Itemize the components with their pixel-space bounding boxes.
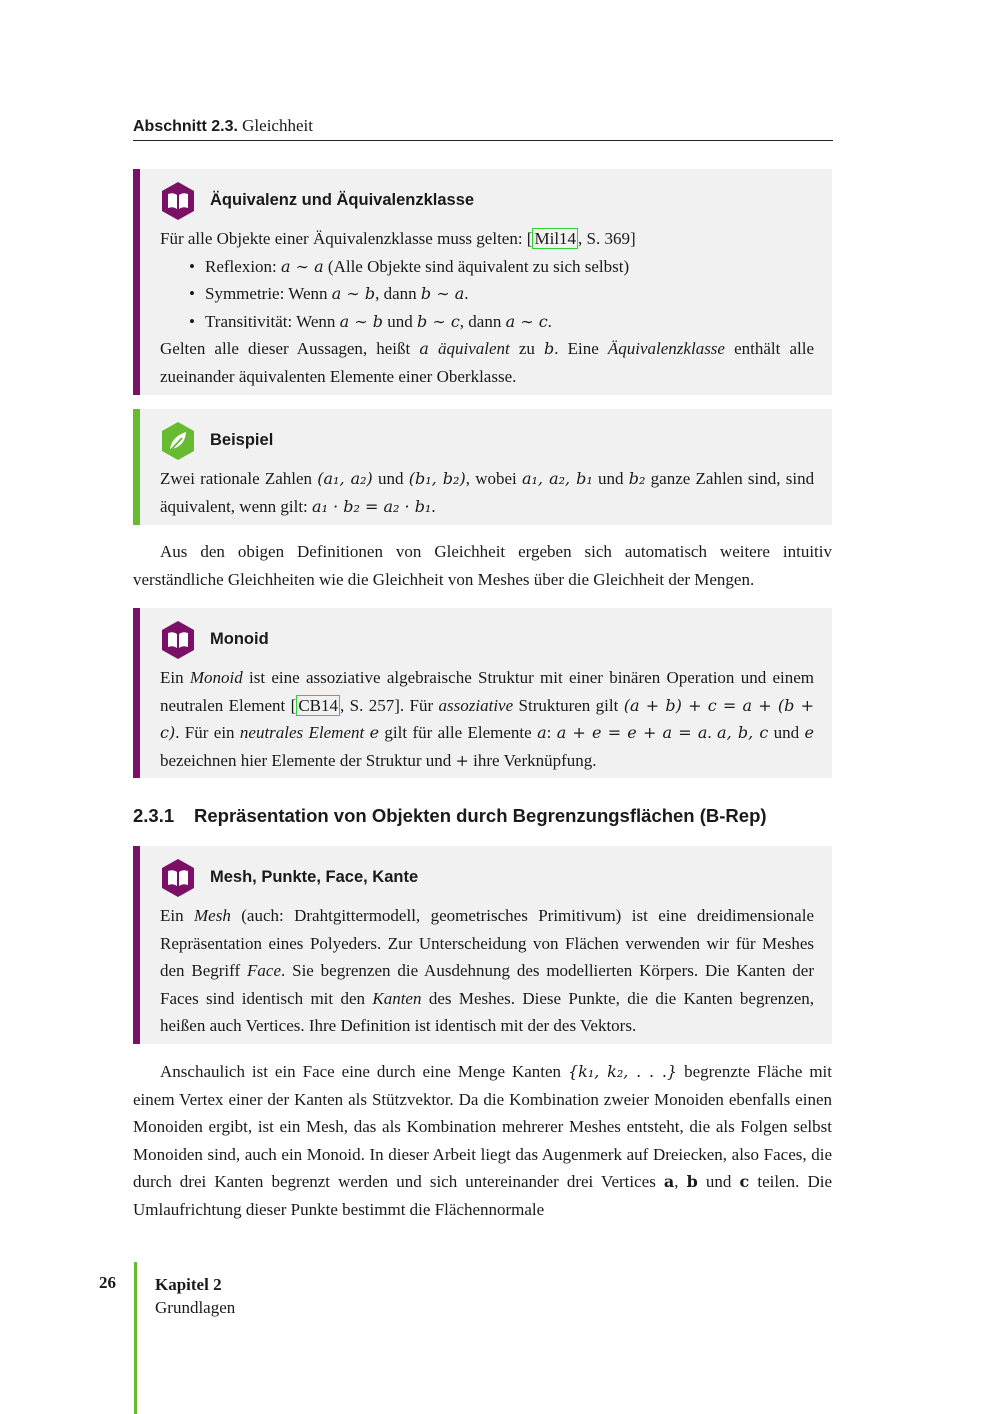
book-icon bbox=[160, 620, 196, 660]
page-number: 26 bbox=[99, 1273, 116, 1292]
body-paragraph: Anschaulich ist ein Face eine durch eine Menge Kanten {k₁, k₂, . . .} begrenzte Fläche mit einem Vertex einer der Kanten als Stützvektor. Da die Kombination zweier Monoiden ebenfalls einen Monoiden ergibt, ist ein Mesh, das als Kombination mehrerer Meshes entsteht, die als Folgen selbst Monoiden sind, auch ein Monoid. In dieser Arbeit liegt das Augenmerk auf Dreiecken, also Faces, die durch drei Kanten begrenzt werden und sich untereinander drei Vertices a, b und c teilen. Die Umlaufrichtung dieser Punkte bestimmt die Flächennormale bbox=[133, 1062, 832, 1219]
example-box-beispiel bbox=[133, 409, 832, 525]
section-title: Repräsentation von Objekten durch Begrenzungsflächen (B-Rep) bbox=[194, 805, 767, 826]
footer-chapter bbox=[155, 1273, 235, 1319]
book-icon bbox=[160, 181, 196, 221]
definition-bar bbox=[133, 169, 140, 395]
body-paragraph: Aus den obigen Definitionen von Gleichheit ergeben sich automatisch weitere intuitiv verständliche Gleichheiten wie die Gleichheit von Meshes über die Gleichheit der Mengen. bbox=[133, 542, 832, 589]
footer-chapter-label: Kapitel 2 bbox=[155, 1275, 222, 1294]
example-title bbox=[160, 419, 814, 463]
citation-link[interactable]: Mil14 bbox=[534, 229, 577, 248]
citation-link[interactable]: CB14 bbox=[298, 695, 339, 715]
list-item: • Reflexion: a ∼ a (Alle Objekte sind äquivalent zu sich selbst) bbox=[160, 253, 814, 281]
book-icon bbox=[160, 858, 196, 898]
list-item: • Transitivität: Wenn a ∼ b und b ∼ c, dann a ∼ c. bbox=[160, 308, 814, 336]
example-bar bbox=[133, 409, 140, 525]
header-section-title: Gleichheit bbox=[242, 116, 313, 135]
definition-title bbox=[160, 856, 814, 900]
definition-box-mesh bbox=[133, 846, 832, 1044]
definition-bar bbox=[133, 608, 140, 778]
leaf-icon bbox=[160, 421, 196, 461]
example-text: Zwei rationale Zahlen (a₁, a₂) und (b₁, b₂), wobei a₁, a₂, b₁ und b₂ ganze Zahlen sind, sind äquivalent, wenn gilt: a₁ · b₂ = a₂ · b₁. bbox=[160, 469, 815, 516]
definition-text: Ein Monoid ist eine assoziative algebraische Struktur mit einer binären Operation und einem neutralen Element [ CB14 , S. 257]. Für assoziative Strukturen gilt (a + b) + c = a + (b + c). Für ein neutrales Element e gilt für alle Elemente a: a + e = e + a = a. a, b, c und e bezeichnen hier Elemente der Struktur und + ihre Verknüpfung. bbox=[160, 668, 815, 770]
example-title-text: Beispiel bbox=[210, 431, 274, 450]
definition-closing: Gelten alle dieser Aussagen, heißt a äquivalent zu b. Eine Äquivalenzklasse enthält alle zueinander äquivalenten Elemente einer Oberklasse. bbox=[160, 339, 814, 386]
definition-box-monoid bbox=[133, 608, 832, 778]
definition-title-text: Äquivalenz und Äquivalenzklasse bbox=[210, 191, 475, 210]
footer-rule bbox=[134, 1262, 137, 1414]
list-item: • Symmetrie: Wenn a ∼ b, dann b ∼ a. bbox=[160, 280, 814, 308]
definition-title-text: Mesh, Punkte, Face, Kante bbox=[210, 868, 419, 887]
definition-intro: Für alle Objekte einer Äquivalenzklasse muss gelten: [ Mil14 , S. 369] bbox=[160, 229, 636, 248]
footer-chapter-title: Grundlagen bbox=[155, 1298, 236, 1317]
definition-title bbox=[160, 179, 814, 223]
header-section-label: Abschnitt 2.3. bbox=[133, 118, 238, 135]
section-heading bbox=[133, 805, 833, 827]
definition-bar bbox=[133, 846, 140, 1044]
property-list bbox=[160, 253, 814, 336]
definition-title bbox=[160, 618, 814, 662]
section-number: 2.3.1 bbox=[133, 805, 175, 826]
definition-box-aequivalenz bbox=[133, 169, 832, 395]
definition-title-text: Monoid bbox=[210, 630, 269, 649]
definition-text: Ein Mesh (auch: Drahtgittermodell, geometrisches Primitivum) ist eine dreidimensionale Repräsentation eines Polyeders. Zur Unterscheidung von Flächen verwenden wir für Meshes den Begriff Face. Sie begrenzen die Ausdehnung des modellierten Körpers. Die Kanten der Faces sind identisch mit den Kanten des Meshes. Diese Punkte, die die Kanten begrenzen, heißen auch Vertices. Ihre Definition ist identisch mit der des Vektors. bbox=[160, 906, 815, 1035]
running-header bbox=[133, 116, 833, 141]
